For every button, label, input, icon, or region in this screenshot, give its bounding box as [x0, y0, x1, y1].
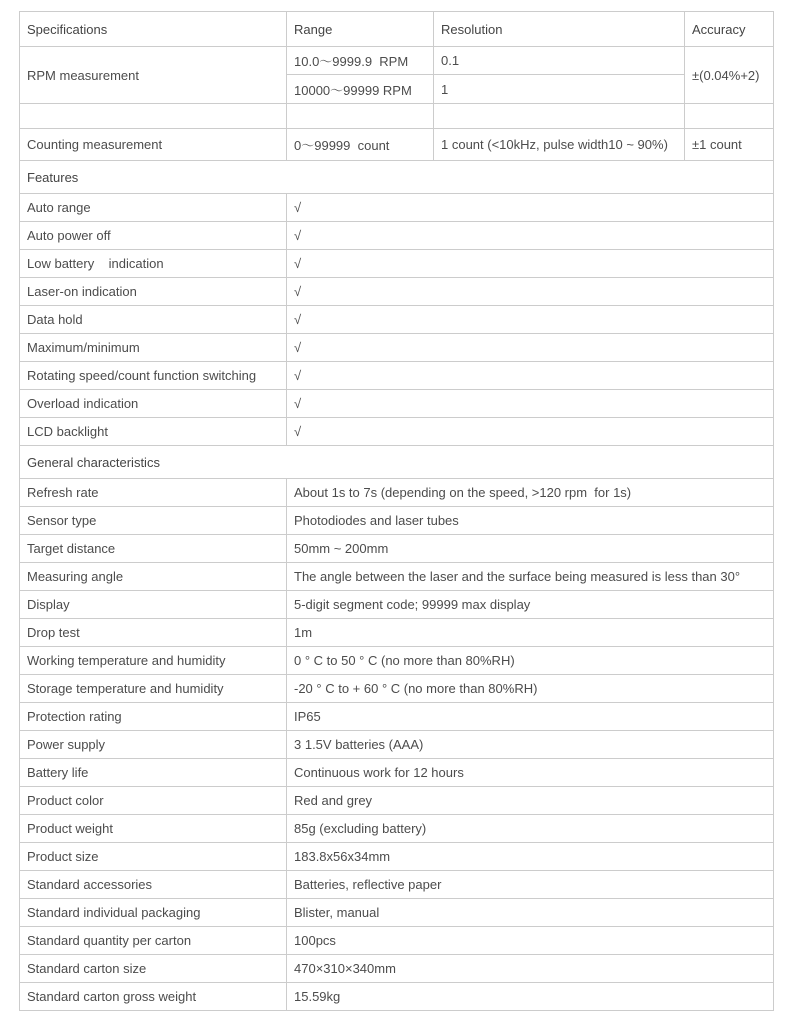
rpm-measurement-label: RPM measurement — [20, 47, 287, 104]
feature-label: Data hold — [20, 306, 287, 334]
general-value: About 1s to 7s (depending on the speed, >120 rpm for 1s) — [287, 479, 774, 507]
general-value: Photodiodes and laser tubes — [287, 507, 774, 535]
general-label: Measuring angle — [20, 563, 287, 591]
general-label: Protection rating — [20, 703, 287, 731]
general-value: The angle between the laser and the surface being measured is less than 30° — [287, 563, 774, 591]
general-value: IP65 — [287, 703, 774, 731]
general-row — [20, 871, 774, 899]
general-value: 183.8x56x34mm — [287, 843, 774, 871]
general-row — [20, 731, 774, 759]
general-row — [20, 815, 774, 843]
feature-row — [20, 334, 774, 362]
check-mark: √ — [287, 278, 774, 306]
counting-resolution: 1 count (<10kHz, pulse width10 ~ 90%) — [434, 129, 685, 161]
general-label: Target distance — [20, 535, 287, 563]
check-mark: √ — [287, 306, 774, 334]
check-mark: √ — [287, 250, 774, 278]
features-title: Features — [20, 161, 774, 194]
general-label: Product weight — [20, 815, 287, 843]
general-row — [20, 619, 774, 647]
general-label: Standard quantity per carton — [20, 927, 287, 955]
feature-label: Rotating speed/count function switching — [20, 362, 287, 390]
feature-row — [20, 250, 774, 278]
empty-cell — [434, 104, 685, 129]
general-value: 3 1.5V batteries (AAA) — [287, 731, 774, 759]
general-label: Battery life — [20, 759, 287, 787]
general-label: Refresh rate — [20, 479, 287, 507]
rpm-resolution-high: 1 — [434, 75, 685, 104]
general-row — [20, 899, 774, 927]
general-row — [20, 759, 774, 787]
empty-cell — [20, 104, 287, 129]
general-value: 1m — [287, 619, 774, 647]
counting-measurement-row — [20, 129, 774, 161]
header-specifications: Specifications — [20, 12, 287, 47]
general-label: Working temperature and humidity — [20, 647, 287, 675]
rpm-range-high: 10000～99999 RPM — [287, 75, 434, 104]
general-label: Standard carton gross weight — [20, 983, 287, 1011]
check-mark: √ — [287, 390, 774, 418]
feature-row — [20, 222, 774, 250]
header-resolution: Resolution — [434, 12, 685, 47]
rpm-measurement-row-1 — [20, 47, 774, 75]
header-accuracy: Accuracy — [685, 12, 774, 47]
empty-row — [20, 104, 774, 129]
general-row — [20, 647, 774, 675]
general-row — [20, 479, 774, 507]
general-value: 50mm ~ 200mm — [287, 535, 774, 563]
general-value: Batteries, reflective paper — [287, 871, 774, 899]
general-title: General characteristics — [20, 446, 774, 479]
counting-label: Counting measurement — [20, 129, 287, 161]
general-label: Display — [20, 591, 287, 619]
general-value: 85g (excluding battery) — [287, 815, 774, 843]
check-mark: √ — [287, 362, 774, 390]
feature-label: LCD backlight — [20, 418, 287, 446]
general-label: Standard individual packaging — [20, 899, 287, 927]
counting-range: 0～99999 count — [287, 129, 434, 161]
general-label: Product size — [20, 843, 287, 871]
general-value: Blister, manual — [287, 899, 774, 927]
general-label: Standard carton size — [20, 955, 287, 983]
check-mark: √ — [287, 222, 774, 250]
general-label: Drop test — [20, 619, 287, 647]
header-range: Range — [287, 12, 434, 47]
general-label: Storage temperature and humidity — [20, 675, 287, 703]
general-value: -20 ° C to + 60 ° C (no more than 80%RH) — [287, 675, 774, 703]
empty-cell — [685, 104, 774, 129]
feature-label: Auto power off — [20, 222, 287, 250]
feature-label: Auto range — [20, 194, 287, 222]
general-row — [20, 927, 774, 955]
general-row — [20, 843, 774, 871]
feature-row — [20, 194, 774, 222]
general-section-header — [20, 446, 774, 479]
table-header-row — [20, 12, 774, 47]
general-label: Power supply — [20, 731, 287, 759]
general-value: 470×310×340mm — [287, 955, 774, 983]
feature-row — [20, 390, 774, 418]
check-mark: √ — [287, 418, 774, 446]
general-row — [20, 591, 774, 619]
general-label: Product color — [20, 787, 287, 815]
empty-cell — [287, 104, 434, 129]
general-value: Red and grey — [287, 787, 774, 815]
general-label: Sensor type — [20, 507, 287, 535]
feature-label: Overload indication — [20, 390, 287, 418]
general-row — [20, 787, 774, 815]
features-section-header — [20, 161, 774, 194]
general-label: Standard accessories — [20, 871, 287, 899]
general-row — [20, 535, 774, 563]
general-value: 100pcs — [287, 927, 774, 955]
check-mark: √ — [287, 194, 774, 222]
general-row — [20, 507, 774, 535]
general-value: 15.59kg — [287, 983, 774, 1011]
general-value: 5-digit segment code; 99999 max display — [287, 591, 774, 619]
counting-accuracy: ±1 count — [685, 129, 774, 161]
general-row — [20, 563, 774, 591]
feature-label: Laser-on indication — [20, 278, 287, 306]
rpm-resolution-low: 0.1 — [434, 47, 685, 75]
general-row — [20, 703, 774, 731]
rpm-range-low: 10.0～9999.9 RPM — [287, 47, 434, 75]
general-row — [20, 675, 774, 703]
rpm-accuracy: ±(0.04%+2) — [685, 47, 774, 104]
feature-row — [20, 418, 774, 446]
check-mark: √ — [287, 334, 774, 362]
feature-row — [20, 306, 774, 334]
feature-row — [20, 362, 774, 390]
general-value: 0 ° C to 50 ° C (no more than 80%RH) — [287, 647, 774, 675]
general-value: Continuous work for 12 hours — [287, 759, 774, 787]
feature-row — [20, 278, 774, 306]
specifications-table — [19, 11, 774, 1011]
general-row — [20, 983, 774, 1011]
feature-label: Maximum/minimum — [20, 334, 287, 362]
general-row — [20, 955, 774, 983]
feature-label: Low battery indication — [20, 250, 287, 278]
